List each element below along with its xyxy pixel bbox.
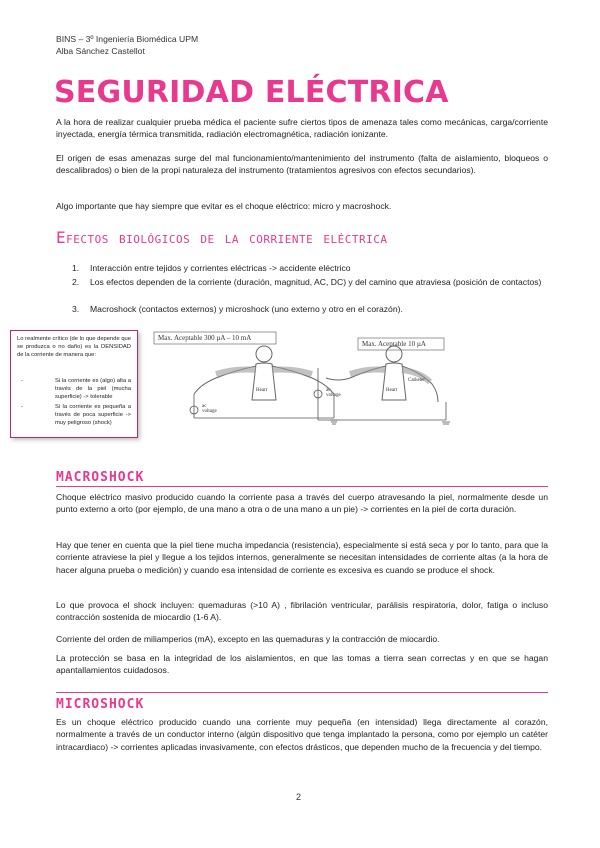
macroshock-paragraph-4: Corriente del orden de miliamperios (mA), excepto en las quemaduras y la contracción de miocardio.: [56, 634, 440, 644]
list-item-text: Macroshock (contactos externos) y microshock (uno externo y otro en el corazón).: [90, 304, 403, 314]
macroshock-paragraph-5: La protección se basa en la integridad de los aislamientos, en que las tomas a tierra sean correctas y en que se hagan apantallamientos cuidadosos.: [56, 653, 548, 676]
figure-voltage-left: [202, 404, 217, 414]
bullet-dash-icon: -: [21, 404, 23, 410]
page-number: 2: [296, 792, 302, 802]
intro-paragraph-3: Algo importante que hay siempre que evitar es el choque eléctrico: micro y macroshock.: [56, 201, 392, 211]
callout-bullet-1: Si la corriente es (algo) alta a través de la piel (mucha superficie) -> tolerable: [55, 378, 131, 400]
macroshock-paragraph-2: Hay que tener en cuenta que la piel tiene mucha impedancia (resistencia), especialmente si está seca y por lo tanto, para que la corriente atraviese la piel y llegue a los tejidos internos, generalmente se necesitan intensidades de corriente altas (a la hora de hacer alguna prueba o medición) y cuando esa intensidad de corriente es excesiva es cuando se produce el shock.: [56, 540, 548, 575]
macroshock-paragraph-1: Choque eléctrico masivo producido cuando la corriente pasa a través del cuerpo atravesando la piel, normalmente desde un punto externo a orto (por ejemplo, de una mano a otra o de una mano a un pie) -> corrientes en la piel de corta duración.: [56, 492, 548, 515]
header-author: Alba Sánchez Castellot: [56, 46, 145, 56]
list-item-number: 1.: [72, 263, 80, 273]
section-heading-macroshock: MACROSHOCK: [56, 470, 145, 485]
list-item-number: 2.: [72, 277, 80, 287]
figure-heart-right: Heart: [386, 388, 398, 393]
list-item-text: Los efectos dependen de la corriente (duración, magnitud, AC, DC) y del camino que atraviesa (posición de contactos): [90, 277, 542, 287]
figure-voltage-right-line2: voltage: [326, 393, 341, 398]
section-divider: [56, 486, 548, 487]
callout-intro: Lo realmente crítico (de lo que depende que se produzca o no daño) es la DENSIDAD de la corriente de manera que:: [17, 336, 131, 358]
intro-paragraph-2: El origen de esas amenazas surge del mal funcionamiento/mantenimiento del instrumento (falta de aislamiento, bloqueos o descalibrados) o bien de la propi naturaleza del instrumento (tratamientos agresivos con efectos secundarios).: [56, 153, 548, 176]
figure-heart-left: Heart: [256, 388, 268, 393]
figure-voltage-right-line1: ac: [326, 388, 331, 393]
figure-label-micro: Max. Aceptable 10 µA: [362, 340, 426, 348]
microshock-paragraph-1: Es un choque eléctrico producido cuando una corriente muy pequeña (en intensidad) llega directamente al corazón, normalmente a través de un conductor interno (algún dispositivo que tenga implantado la persona, como por ejemplo un catéter intracardiaco) -> corrientes aplicadas invasivamente, con efectos drásticos, que dependen mucho de la frecuencia y del tiempo.: [56, 717, 548, 752]
list-item-number: 3.: [72, 304, 80, 314]
intro-paragraph-1: A la hora de realizar cualquier prueba médica el paciente sufre ciertos tipos de amenaza tales como mecánicas, carga/corriente inyectada, energía térmica transmitida, radiación electromagnética, radiación ionizante.: [56, 117, 548, 140]
callout-bullet-2: Si la corriente es pequeña a través de poca superficie -> muy peligroso (shock): [55, 404, 131, 426]
shock-figure: [146, 328, 470, 432]
figure-catheter: Catheter: [408, 378, 425, 383]
figure-label-macro: Max. Aceptable 300 µA – 10 mA: [158, 334, 252, 342]
list-item-text: Interacción entre tejidos y corrientes eléctricas -> accidente eléctrico: [90, 263, 351, 273]
section-heading-efectos: Efectos biológicos de la corriente eléctrica: [56, 228, 388, 247]
figure-voltage-left-line2: voltage: [202, 409, 217, 414]
page-title: SEGURIDAD ELÉCTRICA: [54, 75, 449, 110]
macroshock-paragraph-3: Lo que provoca el shock incluyen: quemaduras (>10 A) , fibrilación ventricular, parálisis respiratoria, dolor, fatiga o incluso contracción sostenida de miocardio (1-6 A).: [56, 600, 548, 623]
callout-box: [10, 330, 138, 438]
section-divider: [56, 692, 548, 693]
header-course: BINS – 3º Ingeniería Biomédica UPM: [56, 34, 199, 44]
bullet-dash-icon: -: [21, 378, 23, 384]
figure-voltage-left-line1: ac: [202, 404, 207, 409]
figure-voltage-right: [326, 388, 341, 398]
section-heading-microshock: MICROSHOCK: [56, 697, 145, 712]
